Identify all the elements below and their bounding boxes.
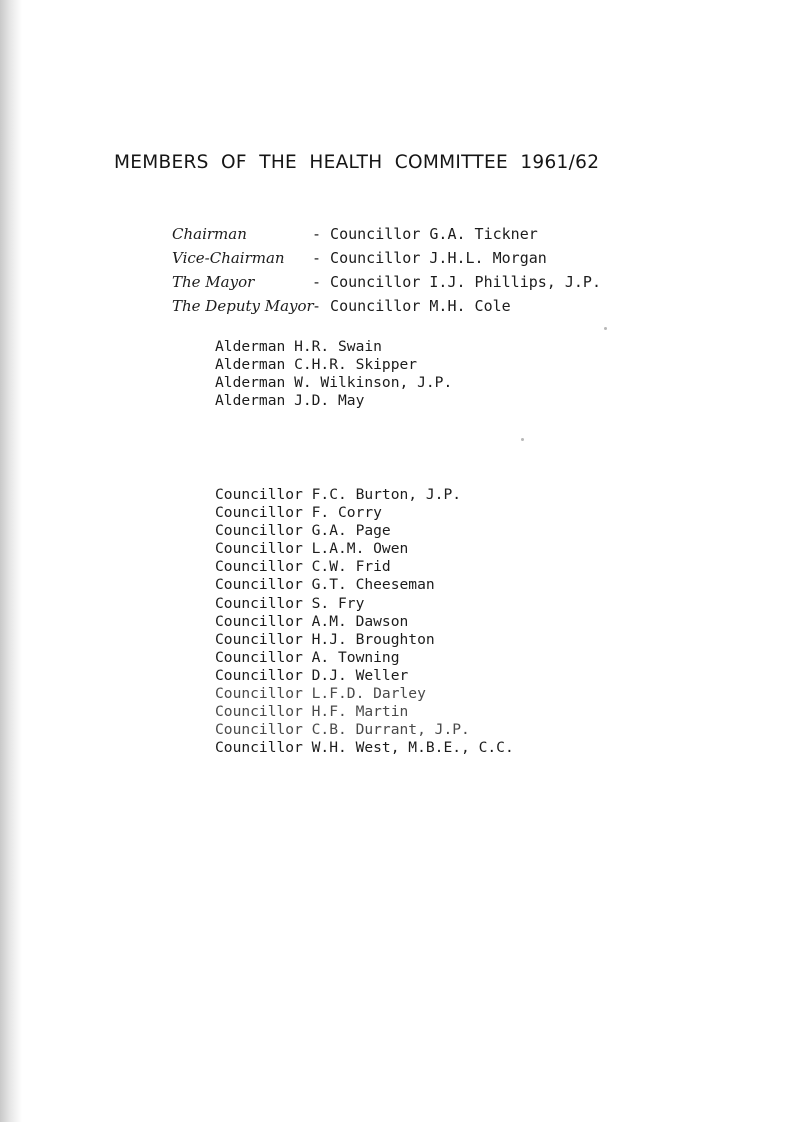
alderman-row: Alderman W. Wilkinson, J.P. bbox=[215, 374, 453, 392]
councillor-row: Councillor S. Fry bbox=[215, 594, 365, 612]
page-title: MEMBERS OF THE HEALTH COMMITTEE 1961/62 bbox=[114, 152, 600, 173]
officer-holder: - Councillor M.H. Cole bbox=[312, 297, 511, 315]
scan-edge-shadow bbox=[0, 0, 22, 1122]
councillor-row: Councillor G.A. Page bbox=[215, 522, 391, 540]
officer-role: The Mayor bbox=[172, 273, 255, 291]
councillor-row: Councillor H.F. Martin bbox=[215, 703, 409, 721]
councillor-row: Councillor H.J. Broughton bbox=[215, 630, 435, 648]
councillor-row: Councillor G.T. Cheeseman bbox=[215, 576, 435, 594]
councillor-row: Councillor L.F.D. Darley bbox=[215, 685, 426, 703]
alderman-row: Alderman C.H.R. Skipper bbox=[215, 356, 418, 374]
councillor-row: Councillor F.C. Burton, J.P. bbox=[215, 486, 462, 503]
councillor-row: Councillor L.A.M. Owen bbox=[215, 540, 409, 558]
councillor-row: Councillor F. Corry bbox=[215, 504, 382, 522]
councillor-row: Councillor W.H. West, M.B.E., C.C. bbox=[215, 739, 514, 757]
officer-holder: - Councillor J.H.L. Morgan bbox=[312, 249, 547, 267]
alderman-row: Alderman H.R. Swain bbox=[215, 338, 382, 355]
councillor-row: Councillor C.B. Durrant, J.P. bbox=[215, 721, 470, 739]
officer-role: Chairman bbox=[172, 225, 247, 243]
councillor-row: Councillor C.W. Frid bbox=[215, 558, 391, 576]
officer-holder: - Councillor I.J. Phillips, J.P. bbox=[312, 273, 601, 291]
aldermen-list bbox=[215, 338, 452, 410]
councillor-row: Councillor D.J. Weller bbox=[215, 666, 409, 684]
alderman-row: Alderman J.D. May bbox=[215, 392, 365, 410]
officer-role: The Deputy Mayor bbox=[172, 297, 314, 315]
officers-list bbox=[148, 198, 601, 315]
councillors-list bbox=[215, 486, 514, 757]
scan-speck bbox=[521, 438, 524, 441]
scan-speck bbox=[604, 327, 607, 330]
officer-role: Vice-Chairman bbox=[172, 249, 285, 267]
officer-row-chairman bbox=[148, 198, 601, 243]
councillor-row: Councillor A. Towning bbox=[215, 648, 400, 666]
officer-holder: - Councillor G.A. Tickner bbox=[312, 225, 538, 243]
councillor-row: Councillor A.M. Dawson bbox=[215, 612, 409, 630]
